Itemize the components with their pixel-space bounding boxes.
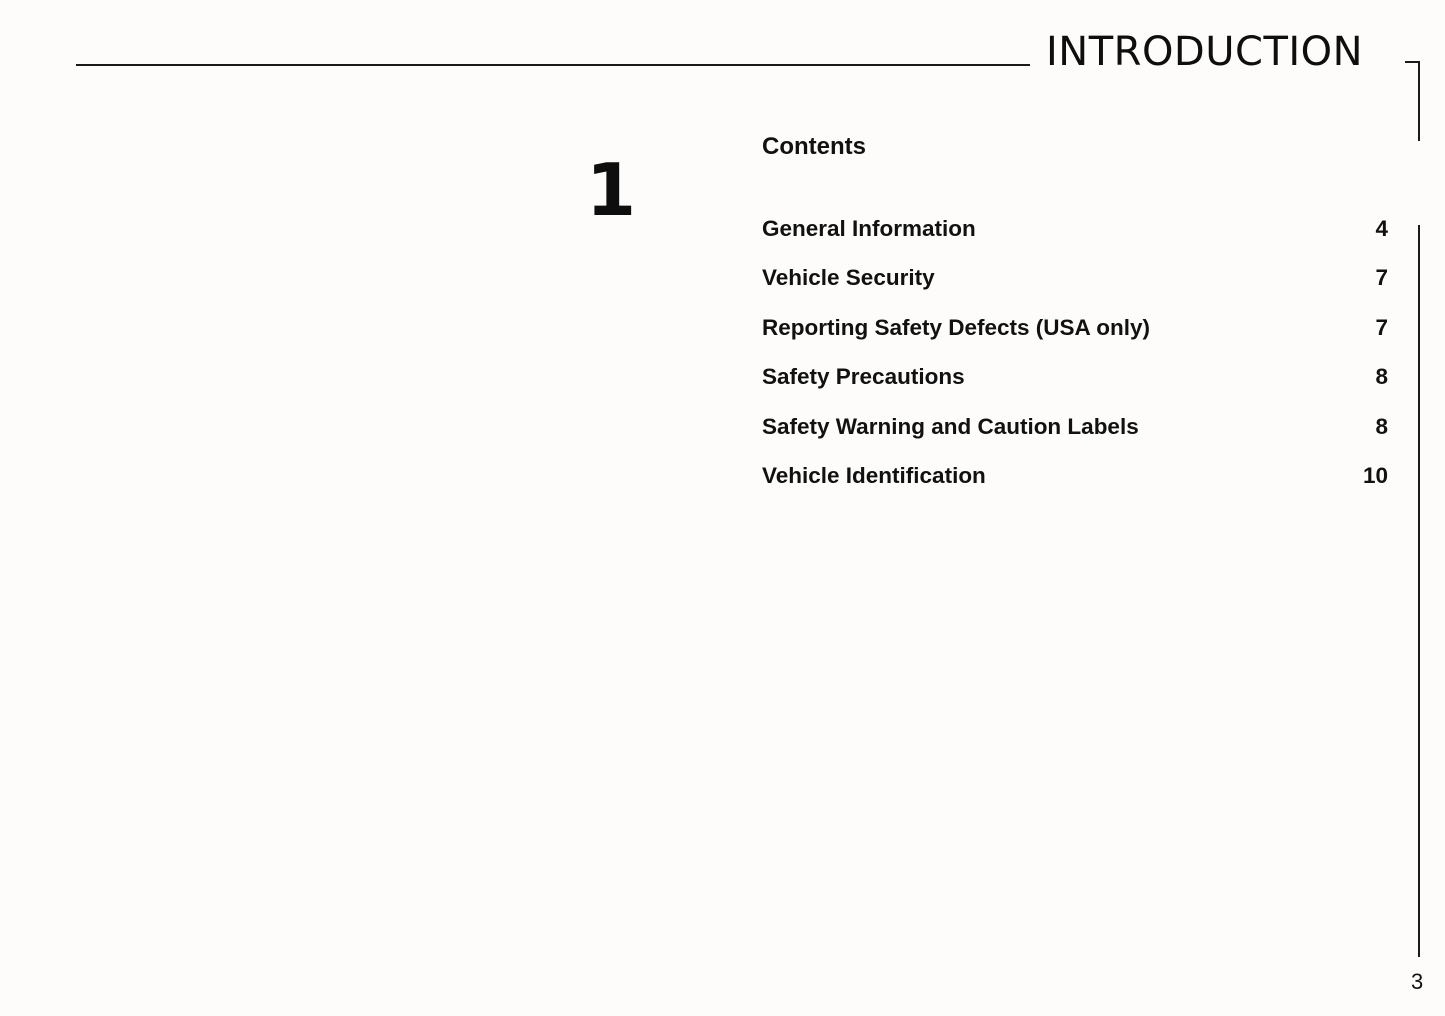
- chapter-number: 1: [586, 148, 637, 232]
- edge-rule: [1418, 225, 1420, 957]
- toc-entry-title: Vehicle Identification: [762, 462, 986, 488]
- toc-entry-vehicle-identification[interactable]: [762, 461, 1388, 510]
- header-rule: [76, 64, 1030, 66]
- toc-entry-title: Vehicle Security: [762, 265, 935, 291]
- toc-entry-reporting-safety-defects[interactable]: [762, 313, 1388, 362]
- toc-entry-page: 7: [1375, 314, 1388, 340]
- toc-entry-page: 8: [1375, 413, 1388, 439]
- section-title: INTRODUCTION: [1046, 29, 1364, 75]
- toc-entry-vehicle-security[interactable]: [762, 263, 1388, 312]
- toc-entry-page: 4: [1375, 216, 1388, 241]
- table-of-contents: [762, 214, 1388, 510]
- toc-entry-title: Safety Warning and Caution Labels: [762, 413, 1139, 439]
- contents-heading: Contents: [762, 133, 866, 160]
- toc-entry-title: General Information: [762, 216, 976, 241]
- edge-rule-top: [1418, 61, 1420, 141]
- toc-entry-safety-labels[interactable]: [762, 412, 1388, 461]
- toc-entry-general-information[interactable]: [762, 214, 1388, 263]
- toc-entry-page: 10: [1362, 462, 1388, 488]
- corner-mark: [1405, 61, 1419, 63]
- toc-entry-title: Safety Precautions: [762, 364, 965, 390]
- toc-entry-safety-precautions[interactable]: [762, 362, 1388, 411]
- toc-entry-page: 7: [1375, 265, 1388, 291]
- page-number: 3: [1411, 969, 1424, 994]
- toc-entry-page: 8: [1375, 364, 1388, 390]
- toc-entry-title: Reporting Safety Defects (USA only): [762, 314, 1150, 340]
